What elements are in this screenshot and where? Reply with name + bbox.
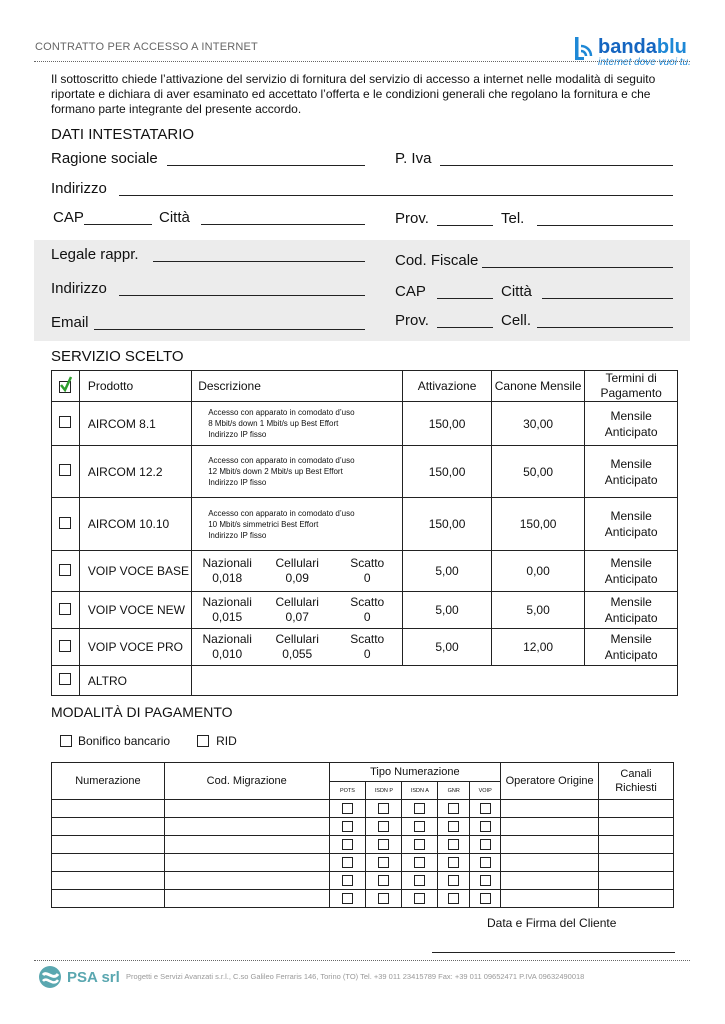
label-cap: CAP (53, 209, 84, 226)
tipo-checkbox[interactable] (378, 839, 389, 850)
field-legale-cap[interactable] (437, 283, 493, 299)
operatore-cell[interactable] (501, 800, 599, 818)
numerazione-cell[interactable] (52, 872, 165, 890)
field-email[interactable] (94, 314, 365, 330)
product-name: VOIP VOCE NEW (79, 592, 191, 629)
field-tel[interactable] (537, 210, 673, 226)
tipo-cell (366, 854, 402, 872)
tipo-cell (438, 836, 470, 854)
firma-line[interactable] (432, 952, 675, 953)
altro-row (52, 666, 678, 696)
label-legale-rappr: Legale rappr. (51, 246, 139, 263)
termini-line: Anticipato (604, 611, 658, 625)
tipo-checkbox[interactable] (480, 803, 491, 814)
voip-row (52, 551, 678, 592)
tipo-cell (329, 872, 366, 890)
numerazione-row (52, 854, 674, 872)
voip-col-label: Scatto (350, 595, 385, 609)
tipo-checkbox[interactable] (448, 893, 459, 904)
tipo-cell (366, 800, 402, 818)
header-cod-migrazione: Cod. Migrazione (164, 763, 329, 800)
canone-value: 12,00 (491, 629, 584, 666)
tipo-cell (329, 818, 366, 836)
tipo-header: ISDN A (402, 782, 438, 800)
label-p-iva: P. Iva (395, 150, 432, 167)
label-citta: Città (159, 209, 190, 226)
label-cod-fiscale: Cod. Fiscale (395, 252, 479, 269)
tipo-cell (366, 836, 402, 854)
tipo-cell (470, 818, 501, 836)
tipo-checkbox[interactable] (448, 857, 459, 868)
operatore-cell[interactable] (501, 818, 599, 836)
numerazione-row (52, 818, 674, 836)
voip-col-label: Scatto (350, 556, 385, 570)
header-checkbox-cell (52, 371, 80, 402)
section-heading-intestatario: DATI INTESTATARIO (51, 126, 195, 143)
desc-line: Accesso con apparato in comodato d’uso (208, 456, 355, 465)
tipo-checkbox[interactable] (448, 839, 459, 850)
tipo-cell (329, 854, 366, 872)
service-row (52, 446, 678, 498)
field-cod-fiscale[interactable] (482, 252, 673, 268)
service-row (52, 498, 678, 551)
tipo-cell (438, 818, 470, 836)
tipo-checkbox[interactable] (480, 857, 491, 868)
label-legale-prov: Prov. (395, 312, 429, 329)
bonifico-label: Bonifico bancario (78, 734, 171, 748)
tipo-checkbox[interactable] (378, 821, 389, 832)
label-prov: Prov. (395, 210, 429, 227)
tipo-cell (329, 836, 366, 854)
tipo-checkbox[interactable] (414, 803, 425, 814)
attivazione-value: 150,00 (403, 498, 492, 551)
desc-line: Accesso con apparato in comodato d’uso (208, 508, 355, 518)
doc-title: CONTRATTO PER ACCESSO A INTERNET (35, 41, 258, 53)
product-name: AIRCOM 12.2 (79, 446, 191, 498)
footer-address: Progetti e Servizi Avanzati s.r.l., C.so Galileo Ferraris 146, Torino (TO) Tel. +39 011 23415789 Fax: +39 011 09652471 P.IVA 09632490018 (126, 972, 585, 981)
termini-line: Mensile (610, 408, 652, 423)
tipo-checkbox[interactable] (414, 893, 425, 904)
tipo-cell (438, 872, 470, 890)
numerazione-row (52, 836, 674, 854)
psa-logo-icon (38, 965, 64, 989)
desc-line: Indirizzo IP fisso (208, 530, 267, 540)
tipo-cell (402, 872, 438, 890)
cod-migrazione-cell[interactable] (164, 836, 329, 854)
operatore-cell[interactable] (501, 836, 599, 854)
field-legale-citta[interactable] (542, 283, 673, 299)
field-cap[interactable] (84, 209, 152, 225)
tipo-checkbox[interactable] (342, 821, 353, 832)
product-name: VOIP VOCE BASE (79, 551, 191, 592)
service-checkbox[interactable] (59, 640, 71, 652)
tipo-cell (470, 854, 501, 872)
canone-value: 5,00 (491, 592, 584, 629)
header-attivazione: Attivazione (403, 371, 492, 402)
field-citta[interactable] (201, 209, 365, 225)
canone-value: 150,00 (491, 498, 584, 551)
termini-line: Mensile (610, 632, 652, 646)
canone-value: 30,00 (491, 402, 584, 446)
tipo-checkbox[interactable] (414, 857, 425, 868)
termini-line: Anticipato (604, 648, 658, 662)
canali-cell[interactable] (599, 836, 674, 854)
service-checkbox[interactable] (59, 416, 71, 428)
tipo-checkbox[interactable] (414, 875, 425, 886)
voip-col-label: Scatto (350, 632, 385, 646)
numerazione-cell[interactable] (52, 890, 165, 908)
tipo-checkbox[interactable] (480, 893, 491, 904)
field-legale-prov[interactable] (437, 312, 493, 328)
tipo-checkbox[interactable] (480, 839, 491, 850)
header-prodotto: Prodotto (79, 371, 191, 402)
intro-paragraph: Il sottoscritto chiede l’attivazione del servizio di fornitura del servizio di accesso a internet nelle modalità di seguito riportate e dichiara di aver esaminato ed accettato l’offerta e le condizioni generali che regolano la fornitura e che formano parte integrante del presente accordo. (51, 72, 656, 116)
label-email: Email (51, 314, 89, 331)
tipo-checkbox[interactable] (378, 857, 389, 868)
termini-line: Mensile (610, 595, 652, 609)
voip-col-label: Cellulari (275, 595, 319, 609)
logo-tagline: internet dove vuoi tu. (598, 57, 691, 68)
tipo-header: ISDN P (366, 782, 402, 800)
desc-line: 12 Mbit/s down 2 Mbit/s up Best Effort (208, 467, 343, 476)
service-checkbox[interactable] (59, 517, 71, 529)
cod-migrazione-cell[interactable] (164, 890, 329, 908)
attivazione-value: 150,00 (403, 402, 492, 446)
tipo-cell (470, 800, 501, 818)
tipo-cell (329, 800, 366, 818)
tipo-cell (470, 836, 501, 854)
voip-row (52, 629, 678, 666)
canali-cell[interactable] (599, 872, 674, 890)
tipo-cell (402, 854, 438, 872)
label-legale-cap: CAP (395, 283, 426, 300)
header-termini: Termini di Pagamento (585, 371, 678, 402)
tipo-cell (470, 872, 501, 890)
desc-line: Accesso con apparato in comodato d’uso (208, 408, 355, 417)
tipo-checkbox[interactable] (342, 893, 353, 904)
cod-migrazione-cell[interactable] (164, 854, 329, 872)
field-legale-indirizzo[interactable] (119, 280, 365, 296)
tipo-checkbox[interactable] (342, 839, 353, 850)
product-name-altro: ALTRO (79, 666, 191, 696)
field-indirizzo[interactable] (119, 180, 673, 196)
numerazione-row (52, 800, 674, 818)
tipo-cell (470, 890, 501, 908)
service-row (52, 402, 678, 446)
voip-col-label: Cellulari (275, 556, 319, 570)
header-operatore: Operatore Origine (501, 763, 599, 800)
voip-col-label: Cellulari (275, 632, 319, 646)
label-ragione-sociale: Ragione sociale (51, 150, 158, 167)
logo-word-blu: blu (656, 36, 687, 58)
tipo-header: POTS (329, 782, 366, 800)
operatore-cell[interactable] (501, 872, 599, 890)
field-cell[interactable] (537, 312, 673, 328)
label-legale-citta: Città (501, 283, 532, 300)
section-heading-pagamento: MODALITÀ DI PAGAMENTO (51, 704, 233, 720)
tipo-header: GNR (438, 782, 470, 800)
tipo-cell (438, 854, 470, 872)
numerazione-row (52, 890, 674, 908)
numerazione-cell[interactable] (52, 854, 165, 872)
voip-value: 0,09 (285, 571, 309, 585)
tipo-checkbox[interactable] (414, 839, 425, 850)
desc-line: Indirizzo IP fisso (208, 430, 267, 439)
field-legale-rappr[interactable] (153, 246, 365, 262)
tipo-checkbox[interactable] (342, 875, 353, 886)
voip-value: 0 (363, 647, 371, 661)
tipo-checkbox[interactable] (378, 803, 389, 814)
label-tel: Tel. (501, 210, 525, 227)
voip-value: 0,015 (212, 610, 243, 624)
termini-line: Mensile (610, 556, 652, 570)
operatore-cell[interactable] (501, 890, 599, 908)
cod-migrazione-cell[interactable] (164, 800, 329, 818)
header-divider (34, 61, 690, 62)
field-prov[interactable] (437, 210, 493, 226)
altro-input[interactable] (192, 666, 678, 696)
service-checkbox[interactable] (59, 464, 71, 476)
tipo-cell (402, 890, 438, 908)
header-canone: Canone Mensile (491, 371, 584, 402)
cod-migrazione-cell[interactable] (164, 818, 329, 836)
operatore-cell[interactable] (501, 854, 599, 872)
field-p-iva[interactable] (440, 150, 673, 166)
voip-value: 0 (363, 610, 371, 624)
termini-line: Mensile (610, 509, 652, 523)
product-name: AIRCOM 8.1 (79, 402, 191, 446)
tipo-cell (366, 818, 402, 836)
desc-line: Indirizzo IP fisso (208, 478, 267, 487)
termini-line: Mensile (610, 456, 652, 471)
footer-divider (34, 960, 690, 961)
termini-line: Anticipato (604, 472, 658, 487)
service-table (51, 370, 678, 696)
termini-line: Anticipato (604, 525, 658, 539)
voip-col-label: Nazionali (202, 595, 252, 609)
service-checkbox[interactable] (59, 673, 71, 685)
numerazione-cell[interactable] (52, 800, 165, 818)
cod-migrazione-cell[interactable] (164, 872, 329, 890)
tipo-cell (402, 800, 438, 818)
tipo-checkbox[interactable] (342, 857, 353, 868)
termini-line: Anticipato (604, 572, 658, 586)
tipo-cell (366, 872, 402, 890)
header-tipo-numerazione: Tipo Numerazione (329, 763, 501, 782)
logo-word-banda: banda (598, 36, 657, 58)
label-legale-indirizzo: Indirizzo (51, 280, 107, 297)
attivazione-value: 150,00 (403, 446, 492, 498)
canali-cell[interactable] (599, 854, 674, 872)
tipo-cell (402, 836, 438, 854)
voip-value: 0 (363, 571, 371, 585)
tipo-checkbox[interactable] (342, 803, 353, 814)
tipo-checkbox[interactable] (448, 821, 459, 832)
psa-logo-text: PSA srl (67, 968, 120, 986)
voip-value: 0,07 (285, 610, 309, 624)
voip-value: 0,010 (212, 647, 243, 661)
field-ragione-sociale[interactable] (167, 150, 365, 166)
psa-logo (38, 965, 120, 989)
section-heading-servizio: SERVIZIO SCELTO (51, 348, 184, 365)
bandablu-logo (572, 34, 692, 70)
tipo-checkbox[interactable] (448, 875, 459, 886)
rid-label: RID (216, 734, 237, 748)
tipo-checkbox[interactable] (448, 803, 459, 814)
tipo-checkbox[interactable] (414, 821, 425, 832)
label-cell: Cell. (501, 312, 532, 329)
canone-value: 0,00 (491, 551, 584, 592)
rid-checkbox[interactable] (197, 735, 209, 747)
canali-cell[interactable] (599, 800, 674, 818)
numerazione-cell[interactable] (52, 836, 165, 854)
tipo-checkbox[interactable] (378, 875, 389, 886)
product-name: VOIP VOCE PRO (79, 629, 191, 666)
tipo-cell (329, 890, 366, 908)
checkmark-icon (59, 376, 73, 392)
voip-row (52, 592, 678, 629)
service-checkbox[interactable] (59, 603, 71, 615)
tipo-cell (402, 818, 438, 836)
firma-label: Data e Firma del Cliente (487, 916, 617, 930)
voip-value: 0,018 (212, 571, 243, 585)
tipo-header: VOIP (470, 782, 501, 800)
desc-line: 10 Mbit/s simmetrici Best Effort (208, 519, 319, 529)
bonifico-checkbox[interactable] (60, 735, 72, 747)
tipo-checkbox[interactable] (378, 893, 389, 904)
numerazione-table (51, 762, 674, 908)
header-descrizione: Descrizione (192, 371, 403, 402)
voip-value: 0,055 (282, 647, 313, 661)
tipo-checkbox[interactable] (480, 821, 491, 832)
label-indirizzo: Indirizzo (51, 180, 107, 197)
voip-col-label: Nazionali (202, 632, 252, 646)
tipo-cell (438, 800, 470, 818)
attivazione-value: 5,00 (403, 592, 492, 629)
attivazione-value: 5,00 (403, 629, 492, 666)
canali-cell[interactable] (599, 818, 674, 836)
numerazione-cell[interactable] (52, 818, 165, 836)
termini-line: Anticipato (604, 424, 658, 439)
tipo-cell (366, 890, 402, 908)
voip-col-label: Nazionali (202, 556, 252, 570)
canone-value: 50,00 (491, 446, 584, 498)
service-checkbox[interactable] (59, 564, 71, 576)
attivazione-value: 5,00 (403, 551, 492, 592)
canali-cell[interactable] (599, 890, 674, 908)
product-name: AIRCOM 10.10 (79, 498, 191, 551)
numerazione-row (52, 872, 674, 890)
header-numerazione: Numerazione (52, 763, 165, 800)
desc-line: 8 Mbit/s down 1 Mbit/s up Best Effort (208, 419, 339, 428)
logo-signal-icon (574, 36, 598, 62)
tipo-cell (438, 890, 470, 908)
tipo-checkbox[interactable] (480, 875, 491, 886)
header-canali: Canali Richiesti (599, 763, 674, 800)
